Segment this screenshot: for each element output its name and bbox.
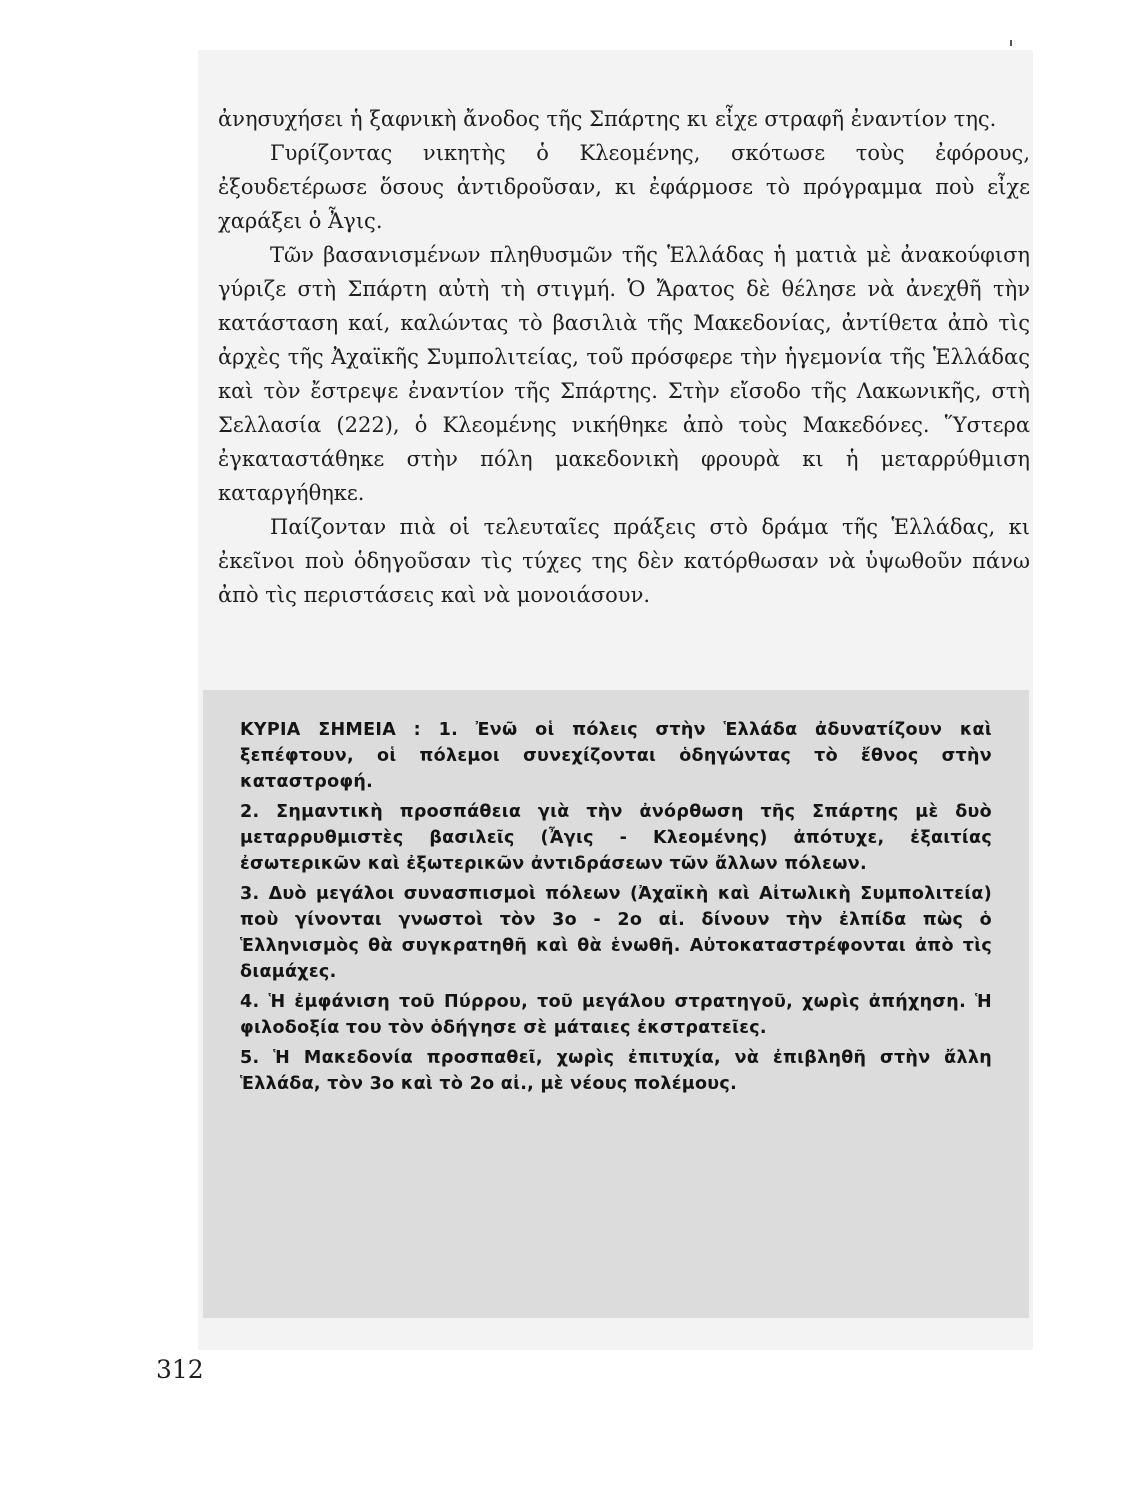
scan-mark [1010,40,1012,46]
key-points [240,717,992,1101]
paragraph: ἀνησυχήσει ἡ ξαφνικὴ ἄνοδος τῆς Σπάρτης κι εἶχε στραφῆ ἐναντίον της. [218,107,997,131]
key-point-2: 2. Σημαντικὴ προσπάθεια γιὰ τὴν ἀνόρθωση τῆς Σπάρτης μὲ δυὸ μεταρρυθμιστὲς βασιλεῖς (Ἆγις - Κλεομένης) ἀπότυχε, ἐξαιτίας ἐσωτερικῶν καὶ ἐξωτερικῶν ἀντιδράσεων τῶν ἄλλων πόλεων. [240,802,992,874]
key-point-4: 4. Ἡ ἐμφάνιση τοῦ Πύρρου, τοῦ μεγάλου στρατηγοῦ, χωρὶς ἀπήχηση. Ἡ φιλοδοξία του τὸν ὁδήγησε σὲ μάταιες ἐκστρατεῖες. [240,992,992,1038]
paragraph: Γυρίζοντας νικητὴς ὁ Κλεομένης, σκότωσε τοὺς ἐφόρους, ἐξουδετέρωσε ὅσους ἀντιδροῦσαν, κι ἐφάρμοσε τὸ πρόγραμμα ποὺ εἶχε χαράξει ὁ Ἆγις. [218,141,1030,233]
paragraph: Παίζονταν πιὰ οἱ τελευταῖες πράξεις στὸ δράμα τῆς Ἑλλάδας, κι ἐκεῖνοι ποὺ ὁδηγοῦσαν τὶς τύχες της δὲν κατόρθωσαν νὰ ὑψωθοῦν πάνω ἀπὸ τὶς περιστάσεις καὶ νὰ μονοιάσουν. [218,515,1030,607]
page-number: 312 [156,1355,204,1384]
paragraph: Τῶν βασανισμένων πληθυσμῶν τῆς Ἑλλάδας ἡ ματιὰ μὲ ἀνακούφιση γύριζε στὴ Σπάρτη αὐτὴ τὴ στιγμή. Ὁ Ἄρατος δὲ θέλησε νὰ ἀνεχθῆ τὴν κατάσταση καί, καλώντας τὸ βασιλιὰ τῆς Μακεδονίας, ἀντίθετα ἀπὸ τὶς ἀρχὲς τῆς Ἀχαϊκῆς Συμπολιτείας, τοῦ πρόσφερε τὴν ἡγεμονία τῆς Ἑλλάδας καὶ τὸν ἔστρεψε ἐναντίον τῆς Σπάρτης. Στὴν εἴσοδο τῆς Λακωνικῆς, στὴ Σελλασία (222), ὁ Κλεομένης νικήθηκε ἀπὸ τοὺς Μακεδόνες. Ὕστερα ἐγκαταστάθηκε στὴν πόλη μακεδονικὴ φρουρὰ κι ἡ μεταρρύθμιση καταργήθηκε. [218,243,1030,505]
key-point-3: 3. Δυὸ μεγάλοι συνασπισμοὶ πόλεων (Ἀχαϊκὴ καὶ Αἰτωλικὴ Συμπολιτεία) ποὺ γίνονται γνωστοὶ τὸν 3ο - 2ο αἰ. δίνουν τὴν ἐλπίδα πὼς ὁ Ἑλληνισμὸς θὰ συγκρατηθῆ καὶ θὰ ἑνωθῆ. Αὐτοκαταστρέφονται ἀπὸ τὶς διαμάχες. [240,884,992,982]
key-point-1: ΚΥΡΙΑ ΣΗΜΕΙΑ : 1. Ἐνῶ οἱ πόλεις στὴν Ἑλλάδα ἀδυνατίζουν καὶ ξεπέφτουν, οἱ πόλεμοι συνεχίζονται ὁδηγώντας τὸ ἔθνος στὴν καταστροφή. [240,720,992,792]
key-point-5: 5. Ἡ Μακεδονία προσπαθεῖ, χωρὶς ἐπιτυχία, νὰ ἐπιβληθῆ στὴν ἄλλη Ἑλλάδα, τὸν 3ο καὶ τὸ 2ο αἰ., μὲ νέους πολέμους. [240,1048,992,1094]
main-text [218,102,1030,612]
